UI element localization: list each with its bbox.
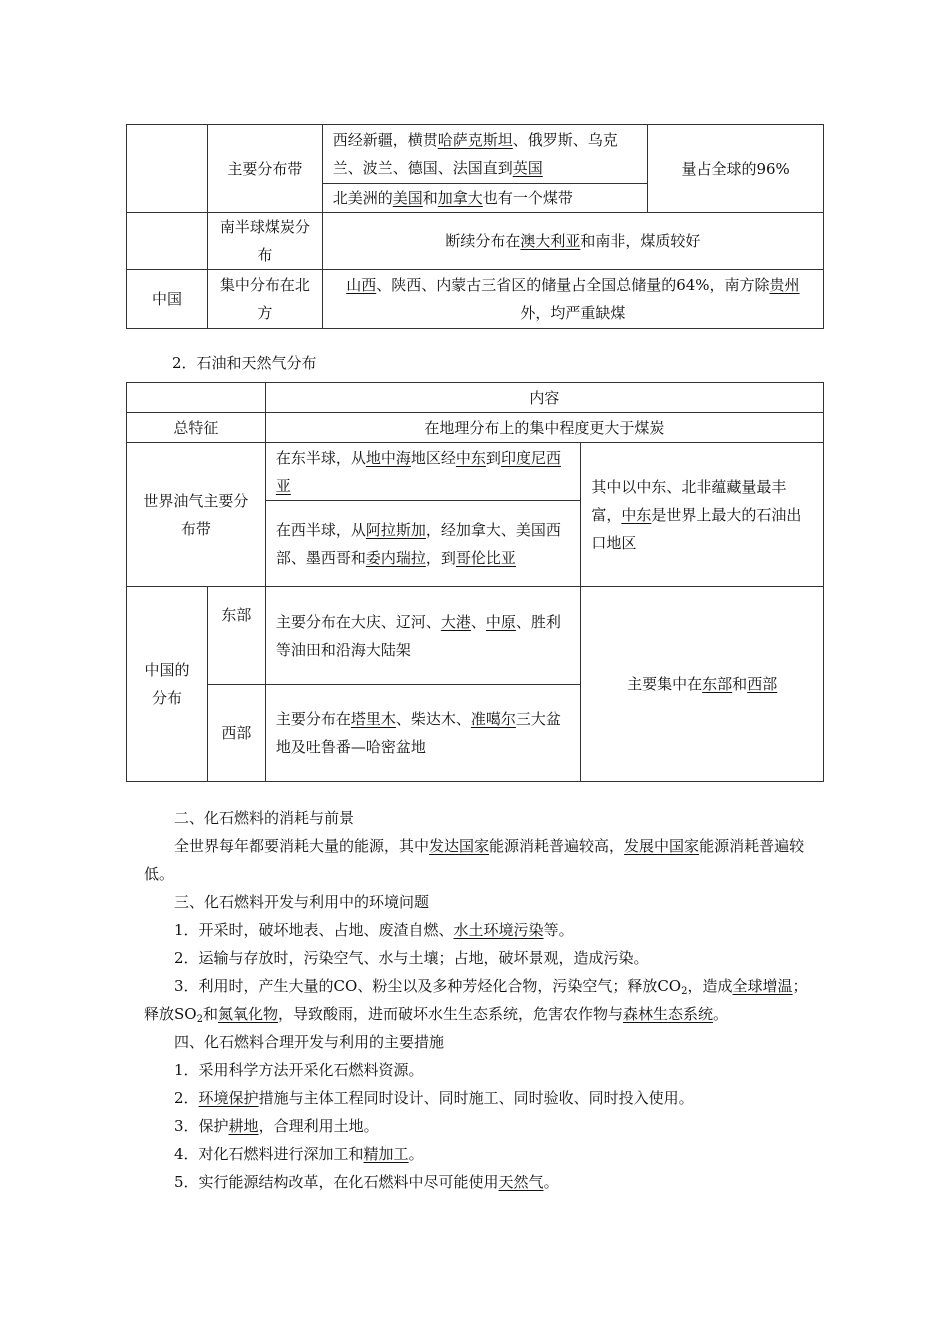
- body-text: [144, 804, 809, 1196]
- oil-header-content: 内容: [265, 383, 823, 413]
- section-measures-title: 四、化石燃料合理开发与利用的主要措施: [174, 1033, 445, 1051]
- section-oil-gas-title: 2．石油和天然气分布: [172, 354, 317, 372]
- oil-overall-label: 总特征: [127, 413, 266, 443]
- oil-china-note: 主要集中在东部和西部: [581, 587, 824, 782]
- coal-region-cell: [127, 125, 208, 213]
- env-item-1: 1．开采时，破坏地表、占地、废渣自燃、水土环境污染等。: [174, 921, 574, 939]
- coal-main-belt-line1: 西经新疆，横贯哈萨克斯坦、俄罗斯、乌克兰、波兰、德国、法国直到英国: [322, 125, 647, 184]
- measure-item-4: 4．对化石燃料进行深加工和精加工。: [174, 1145, 424, 1163]
- oil-china-west-label: 西部: [207, 685, 265, 782]
- measure-item-5: 5．实行能源结构改革，在化石燃料中尽可能使用天然气。: [174, 1173, 559, 1191]
- oil-world-note: 其中以中东、北非蕴藏量最丰富，中东是世界上最大的石油出口地区: [581, 443, 824, 587]
- section-environment-title: 三、化石燃料开发与利用中的环境问题: [174, 893, 430, 911]
- env-item-2: 2．运输与存放时，污染空气、水与土壤；占地，破坏景观，造成污染。: [174, 949, 649, 967]
- coal-table: [126, 124, 824, 329]
- section-consumption-title: 二、化石燃料的消耗与前景: [174, 809, 355, 827]
- measure-item-2: 2．环境保护措施与主体工程同时设计、同时施工、同时验收、同时投入使用。: [174, 1089, 694, 1107]
- section-consumption-body: 全世界每年都要消耗大量的能源，其中发达国家能源消耗普遍较高，发展中国家能源消耗普遍较低。: [144, 837, 805, 883]
- coal-south-group: [127, 213, 208, 270]
- coal-south-label: 南半球煤炭分布: [207, 213, 322, 270]
- oil-china-east-content: 主要分布在大庆、辽河、大港、中原、胜利等油田和沿海大陆架: [265, 587, 580, 685]
- coal-main-belt-line2: 北美洲的美国和加拿大也有一个煤带: [322, 184, 647, 213]
- oil-east-hemisphere: 在东半球，从地中海地区经中东到印度尼西亚: [265, 443, 580, 501]
- coal-china-label: 集中分布在北方: [207, 270, 322, 329]
- coal-south-content: 断续分布在澳大利亚和南非，煤质较好: [322, 213, 823, 270]
- oil-overall-content: 在地理分布上的集中程度更大于煤炭: [265, 413, 823, 443]
- oil-china-label: 中国的分布: [127, 587, 208, 782]
- oil-china-east-label: 东部: [207, 587, 265, 685]
- measure-item-1: 1．采用科学方法开采化石燃料资源。: [174, 1061, 424, 1079]
- measure-item-3: 3．保护耕地，合理利用土地。: [174, 1117, 379, 1135]
- oil-world-belt-label: 世界油气主要分布带: [127, 443, 266, 587]
- oil-west-hemisphere: 在西半球，从阿拉斯加，经加拿大、美国西部、墨西哥和委内瑞拉，到哥伦比亚: [265, 501, 580, 587]
- coal-china-content: 山西、陕西、内蒙古三省区的储量占全国总储量的64%，南方除贵州外，均严重缺煤: [322, 270, 823, 329]
- oil-header-blank: [127, 383, 266, 413]
- coal-share-note: 量占全球的96%: [648, 125, 824, 213]
- oil-gas-table: [126, 382, 824, 782]
- oil-china-west-content: 主要分布在塔里木、柴达木、准噶尔三大盆地及吐鲁番—哈密盆地: [265, 685, 580, 782]
- coal-main-belt-label: 主要分布带: [207, 125, 322, 213]
- env-item-3: 3．利用时，产生大量的CO、粉尘以及多种芳烃化合物，污染空气；释放$CO_2$，造成全球增温；释放$SO_2$和氮氧化物，导致酸雨，进而破坏水生生态系统，危害农作物与森林生态系统。: [144, 977, 808, 1025]
- coal-china-group: 中国: [127, 270, 208, 329]
